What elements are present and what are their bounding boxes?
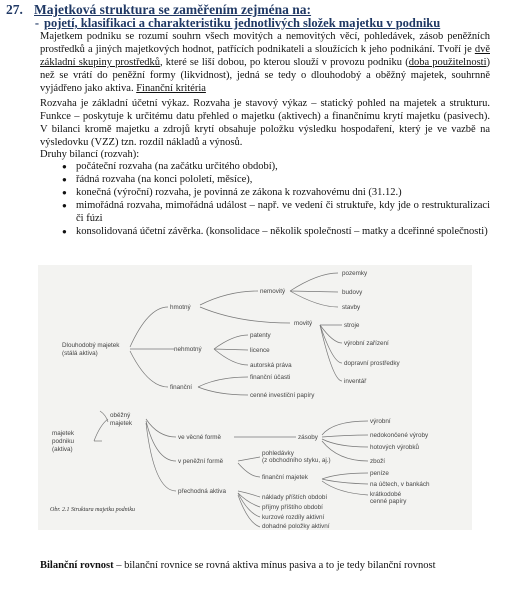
section-title: Majetková struktura se zaměřením zejména na:: [34, 2, 312, 17]
diagram-node-prechodna-aktiva: přechodná aktiva: [178, 488, 226, 495]
diagram-node-cenne-investicni: cenné investiční papíry: [250, 392, 315, 399]
subheading-text: pojetí, klasifikaci a charakteristiku jednotlivých složek majetku v podniku: [44, 16, 441, 30]
paragraph1-underline1: dvě základní skupiny prostředků: [40, 44, 490, 68]
diagram-node-financni-ucasti: finanční účasti: [250, 374, 291, 381]
diagram-node-kratkodobe: [370, 491, 407, 505]
diagram-node-zasoby: zásoby: [298, 434, 318, 441]
diagram-node-hmotny: hmotný: [170, 304, 191, 311]
section-number: 27.: [6, 2, 23, 17]
diagram-node-pozemky: pozemky: [342, 270, 368, 277]
diagram-node-nemovity: nemovitý: [260, 288, 286, 295]
diagram-label: cenné papíry: [370, 498, 407, 505]
diagram-node-na-uctech: na účtech, v bankách: [370, 481, 430, 488]
section-heading: [6, 2, 501, 17]
asset-structure-diagram: [38, 265, 472, 530]
diagram-node-dohadne-polozky: dohadné položky aktivní: [262, 523, 330, 530]
diagram-node-inventar: inventář: [344, 378, 367, 385]
paragraph1-underline3: Finanční kritéria: [136, 83, 206, 94]
diagram-node-budovy: budovy: [342, 289, 363, 296]
diagram-label: (z obchodního styku, aj.): [262, 457, 331, 464]
diagram-label: majetek: [110, 420, 133, 427]
list-item: ● mimořádná rozvaha, mimořádná událost – např. ve vedení či struktuře, kdy jde o restrukturalizaci či fúzi: [40, 199, 490, 225]
paragraph1-part1: Majetkem podniku se rozumí souhrn všech movitých a nemovitých věcí, pohledávek, zásob peněžních prostředků a jiných majetkových hodnot, patřících podnikateli a sloužících k jeho podnikání. Tvoří je: [40, 31, 490, 55]
diagram-node-zbozi: zboží: [370, 458, 386, 465]
diagram-node-ve-vecne-forme: ve věcné formě: [178, 434, 222, 441]
diagram-label: majetek: [52, 430, 75, 437]
diagram-node-obezny: [110, 412, 133, 427]
diagram-node-naklady-pristich: náklady příštích období: [262, 494, 328, 501]
figure-caption: Obr. 2.1 Struktura majetku podniku: [50, 507, 135, 513]
diagram-node-stavby: stavby: [342, 304, 361, 311]
list-item: ● konečná (výroční) rozvaha, je povinná ze zákona k rozvahovému dni (31.12.): [40, 186, 490, 199]
paragraph1-underline2: doba použitelnosti: [408, 57, 487, 68]
diagram-node-dopravni-prostredky: dopravní prostředky: [344, 360, 400, 367]
paragraph-majetek: [40, 30, 490, 95]
balance-types-list: [40, 160, 490, 238]
diagram-node-licence: licence: [250, 347, 270, 354]
diagram-node-movity: movitý: [294, 320, 313, 327]
paragraph-rozvaha: Rozvaha je základní účetní výkaz. Rozvaha je stavový výkaz – statický pohled na majetek a strukturu. Funkce – poskytuje k určitému datu přehled o majetku (aktivech) a finančnímu krytí majetku (pasivech). V bilanci kromě majetku a zdrojů krytí obsahuje položku výsledku hospodaření, který je ve vazbě na výsledovku (VZZ) tzn. rozdíl nákladů a výnosů.: [40, 98, 490, 148]
diagram-node-financni-majetek: finanční majetek: [262, 474, 308, 481]
list-item: ● počáteční rozvaha (na začátku určitého období),: [40, 160, 490, 173]
diagram-node-penize: peníze: [370, 470, 389, 477]
diagram-node-majetek-podniku: [52, 430, 76, 453]
diagram-node-financni: finanční: [170, 384, 193, 391]
paragraph1-part3: ) než se vrátí do peněžní formy (likvidnost), jedná se tedy o dlouhodobý a oběžný majetek, souhrnně vyjádřeno jako aktiva.: [40, 57, 491, 94]
diagram-label: podniku: [52, 438, 75, 445]
diagram-node-patenty: patenty: [250, 332, 271, 339]
balance-equality-line: [40, 559, 500, 572]
subheading: [30, 16, 500, 30]
diagram-label: (stálá aktiva): [62, 350, 98, 357]
list-item: ● konsolidovaná účetní závěrka. (konsolidace – několik společností – matky a dceřinné společnosti): [40, 225, 490, 238]
diagram-node-autorska-prava: autorská práva: [250, 362, 292, 369]
diagram-node-v-penezni-forme: v peněžní formě: [178, 458, 224, 465]
diagram-label: (aktiva): [52, 446, 73, 453]
balance-equality-term: Bilanční rovnost: [40, 560, 114, 571]
diagram-node-nehmotny: nehmotný: [174, 346, 202, 353]
diagram-node-stroje: stroje: [344, 322, 360, 329]
diagram-label: krátkodobé: [370, 491, 402, 498]
diagram-node-vyrobni-zarizeni: výrobní zařízení: [344, 340, 389, 347]
diagram-node-hotovych: hotových výrobků: [370, 444, 420, 451]
diagram-node-prijmy-pristich: příjmy příštího období: [262, 504, 323, 511]
diagram-node-nedokoncene: nedokončené výroby: [370, 432, 429, 439]
diagram-label: oběžný: [110, 412, 131, 419]
balance-equality-text: – bilanční rovnice se rovná aktiva mínus pasiva a to je tedy bilanční rovnost: [113, 560, 436, 571]
paragraph1-part2: , které se liší dobou, po kterou slouží v provozu podniku (: [160, 57, 409, 68]
paragraph-druhy-bilanci: Druhy bilancí (rozvah):: [40, 149, 140, 160]
subheading-dash: -: [34, 16, 40, 30]
diagram-label: pohledávky: [262, 450, 294, 457]
asset-structure-figure: [38, 265, 472, 530]
list-item: ● řádná rozvaha (na konci pololetí, měsíce),: [40, 173, 490, 186]
diagram-label: Dlouhodobý majetek: [62, 342, 120, 349]
diagram-node-vyrobni: výrobní: [370, 418, 391, 425]
diagram-node-kurzove-rozdily: kurzové rozdíly aktivní: [262, 514, 325, 521]
